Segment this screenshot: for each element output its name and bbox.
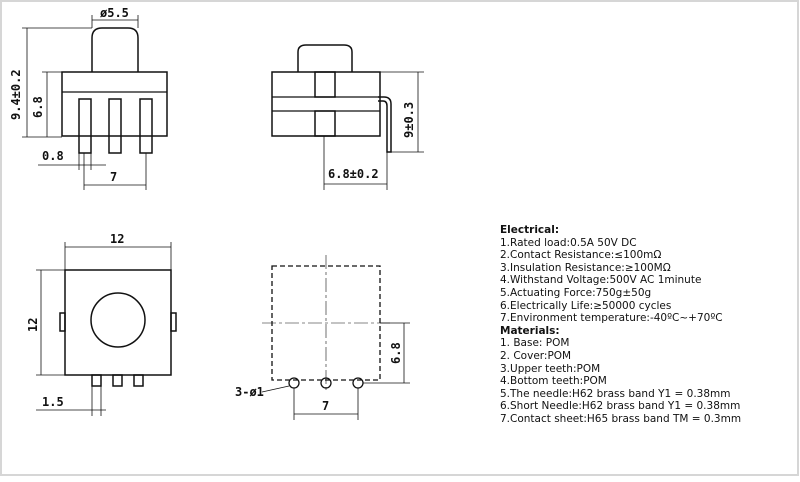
dim-pin-row-height: 6.8	[389, 342, 403, 364]
dim-pin-offset: 1.5	[42, 395, 64, 409]
materials-item: 7.Contact sheet:H65 brass band TM = 0.3mm	[500, 412, 742, 425]
electrical-item: 5.Actuating Force:750g±50g	[500, 286, 652, 299]
dim-top-height: 12	[26, 317, 40, 332]
dim-pin-pitch: 7	[110, 170, 118, 184]
front-pin	[140, 99, 152, 153]
materials-item: 6.Short Needle:H62 brass band Y1 = 0.38mm	[500, 400, 741, 413]
dim-hole-diameter: 3-ø1	[235, 385, 264, 399]
top-pin-stub	[134, 375, 143, 386]
materials-item: 5.The needle:H62 brass band Y1 = 0.38mm	[500, 387, 731, 400]
side-view	[272, 45, 391, 152]
materials-item: 1. Base: POM	[500, 337, 570, 350]
front-knob	[92, 28, 138, 72]
electrical-item: 1.Rated load:0.5A 50V DC	[500, 236, 637, 249]
electrical-item: 3.Insulation Resistance:≥100MΩ	[500, 261, 671, 274]
top-dimension-lines	[36, 242, 171, 416]
side-knob	[298, 45, 352, 72]
top-body	[65, 270, 171, 375]
dim-body-depth: 6.8±0.2	[328, 167, 379, 181]
top-pin-stub	[113, 375, 122, 386]
side-slot	[315, 72, 335, 97]
materials-item: 4.Bottom teeth:POM	[500, 375, 607, 388]
bottom-view	[262, 255, 390, 392]
front-pin	[109, 99, 121, 153]
dim-pin-length: 9±0.3	[402, 101, 416, 138]
bottom-dimension-lines	[262, 323, 410, 420]
dim-pin-width: 0.8	[42, 149, 64, 163]
spec-block	[500, 224, 790, 426]
top-pin-stub	[92, 375, 101, 386]
top-side-tab	[60, 313, 65, 331]
materials-heading: Materials:	[500, 324, 560, 337]
dim-bottom-pin-pitch: 7	[322, 399, 330, 413]
dim-top-width: 12	[110, 232, 125, 246]
side-slot	[315, 111, 335, 136]
electrical-heading: Electrical:	[500, 224, 560, 236]
dim-height-total: 9.4±0.2	[9, 69, 23, 120]
electrical-item: 6.Electrically Life:≥50000 cycles	[500, 299, 672, 312]
front-pin	[79, 99, 91, 153]
electrical-item: 4.Withstand Voltage:500V AC 1minute	[500, 274, 702, 287]
materials-item: 3.Upper teeth:POM	[500, 362, 601, 375]
dim-body-height: 6.8	[31, 96, 45, 118]
top-side-tab	[171, 313, 176, 331]
side-body	[272, 72, 380, 136]
materials-item: 2. Cover:POM	[500, 349, 572, 362]
dim-knob-diameter: ø5.5	[100, 6, 129, 20]
front-view	[62, 28, 167, 153]
top-view	[60, 270, 176, 386]
top-knob-circle	[91, 293, 145, 347]
electrical-item: 2.Contact Resistance:≤100mΩ	[500, 249, 662, 262]
electrical-item: 7.Environment temperature:-40ºC~+70ºC	[500, 312, 723, 325]
